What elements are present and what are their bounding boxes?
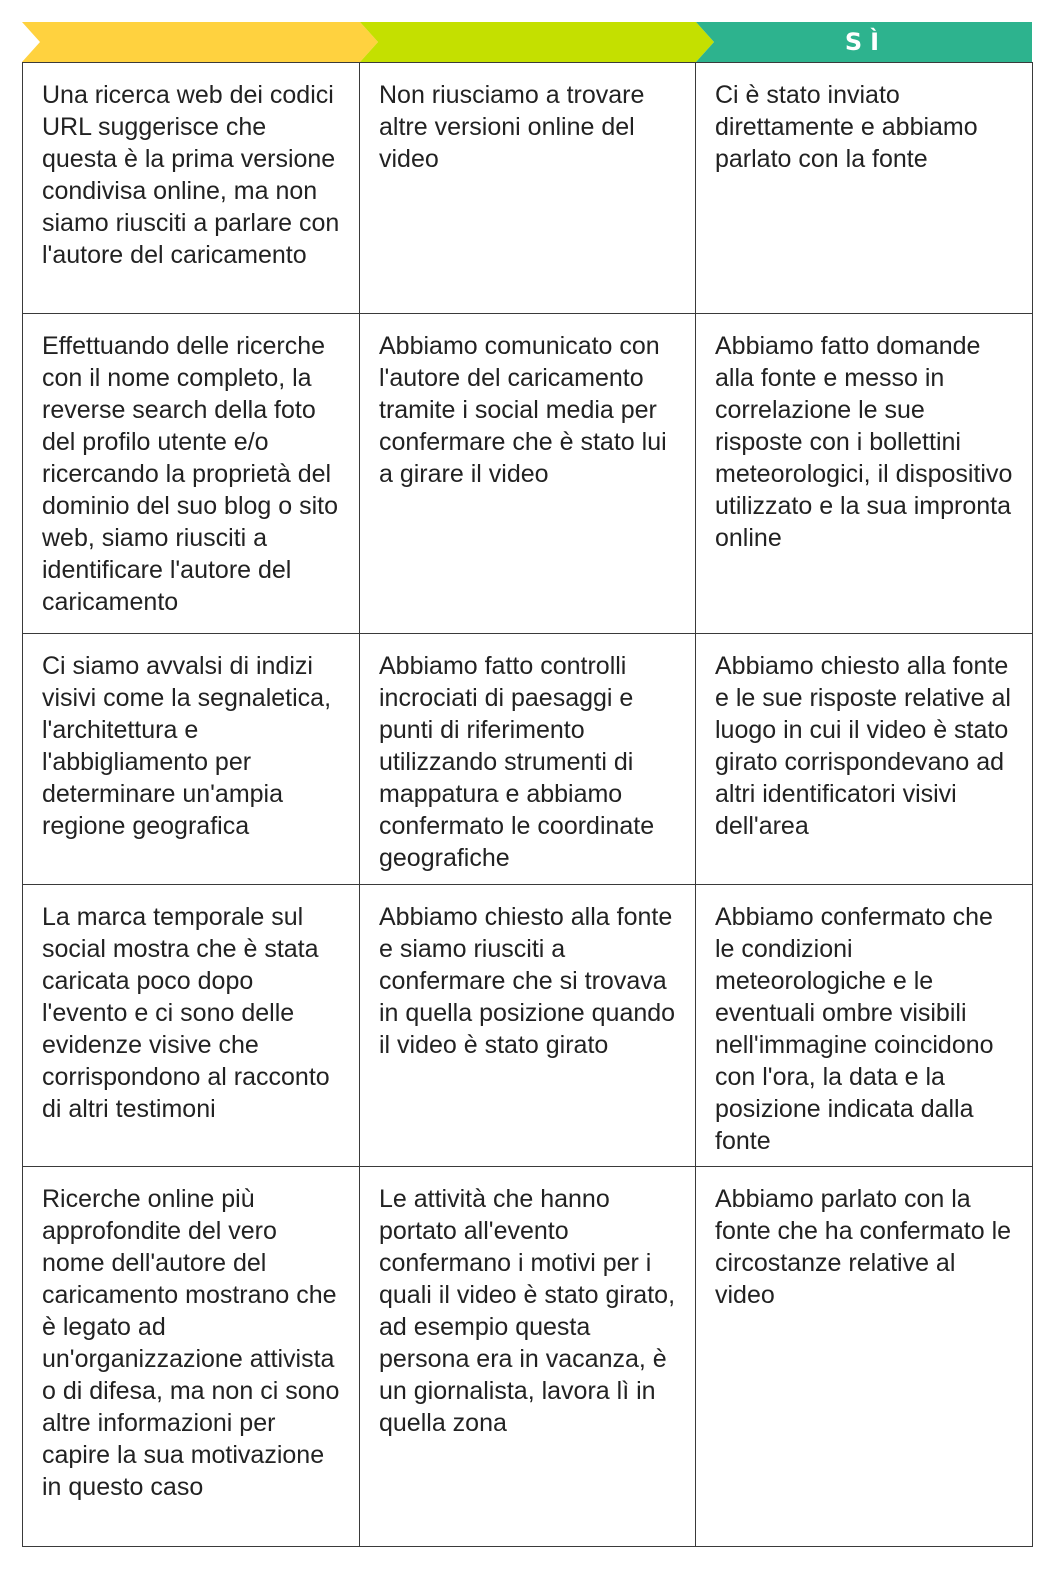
table-cell: La marca temporale sul social mostra che è stata caricata poco dopo l'evento e ci sono delle evidenze visive che corrispondono al racconto di altri testimoni — [23, 885, 360, 1167]
table-cell: Abbiamo fatto domande alla fonte e messo in correlazione le sue risposte con i bollettini meteorologici, il dispositivo utilizzato e la sua impronta online — [696, 314, 1033, 634]
table-cell: Abbiamo comunicato con l'autore del caricamento tramite i social media per confermare che è stato lui a girare il video — [360, 314, 696, 634]
table-row — [23, 885, 1033, 1167]
table-cell: Le attività che hanno portato all'evento confermano i motivi per i quali il video è stato girato, ad esempio questa persona era in vacanza, è un giornalista, lavora lì in quella zona — [360, 1167, 696, 1547]
table-cell: Ci è stato inviato direttamente e abbiamo parlato con la fonte — [696, 63, 1033, 314]
table-cell: Una ricerca web dei codici URL suggerisce che questa è la prima versione condivisa online, ma non siamo riusciti a parlare con l'autore del caricamento — [23, 63, 360, 314]
table-cell: Abbiamo parlato con la fonte che ha confermato le circostanze relative al video — [696, 1167, 1033, 1547]
table-cell: Ci siamo avvalsi di indizi visivi come la segnaletica, l'architettura e l'abbigliamento per determinare un'ampia regione geografica — [23, 634, 360, 885]
table-cell: Effettuando delle ricerche con il nome completo, la reverse search della foto del profilo utente e/o ricercando la proprietà del dominio del suo blog o sito web, siamo riusciti a identificare l'autore del caricamento — [23, 314, 360, 634]
header-label-si: SÌ — [844, 28, 888, 56]
table-cell: Ricerche online più approfondite del vero nome dell'autore del caricamento mostrano che è legato ad un'organizzazione attivista o di difesa, ma non ci sono altre informazioni per capire la sua motivazione in questo caso — [23, 1167, 360, 1547]
table-row — [23, 314, 1033, 634]
table-cell: Abbiamo chiesto alla fonte e le sue risposte relative al luogo in cui il video è stato girato corrispondevano ad altri identificatori visivi dell'area — [696, 634, 1033, 885]
table-row — [23, 1167, 1033, 1547]
table-cell: Abbiamo chiesto alla fonte e siamo riusciti a confermare che si trovava in quella posizione quando il video è stato girato — [360, 885, 696, 1167]
table-cell: Non riusciamo a trovare altre versioni online del video — [360, 63, 696, 314]
verification-table — [22, 62, 1033, 1547]
table-cell: Abbiamo fatto controlli incrociati di paesaggi e punti di riferimento utilizzando strumenti di mappatura e abbiamo confermato le coordinate geografiche — [360, 634, 696, 885]
table-cell: Abbiamo confermato che le condizioni meteorologiche e le eventuali ombre visibili nell'immagine coincidono con l'ora, la data e la posizione indicata dalla fonte — [696, 885, 1033, 1167]
arrow-segment-green — [360, 22, 714, 62]
table-row — [23, 634, 1033, 885]
table-row — [23, 63, 1033, 314]
scale-header-arrow-bar — [22, 22, 1032, 62]
arrow-segment-yellow — [22, 22, 378, 62]
